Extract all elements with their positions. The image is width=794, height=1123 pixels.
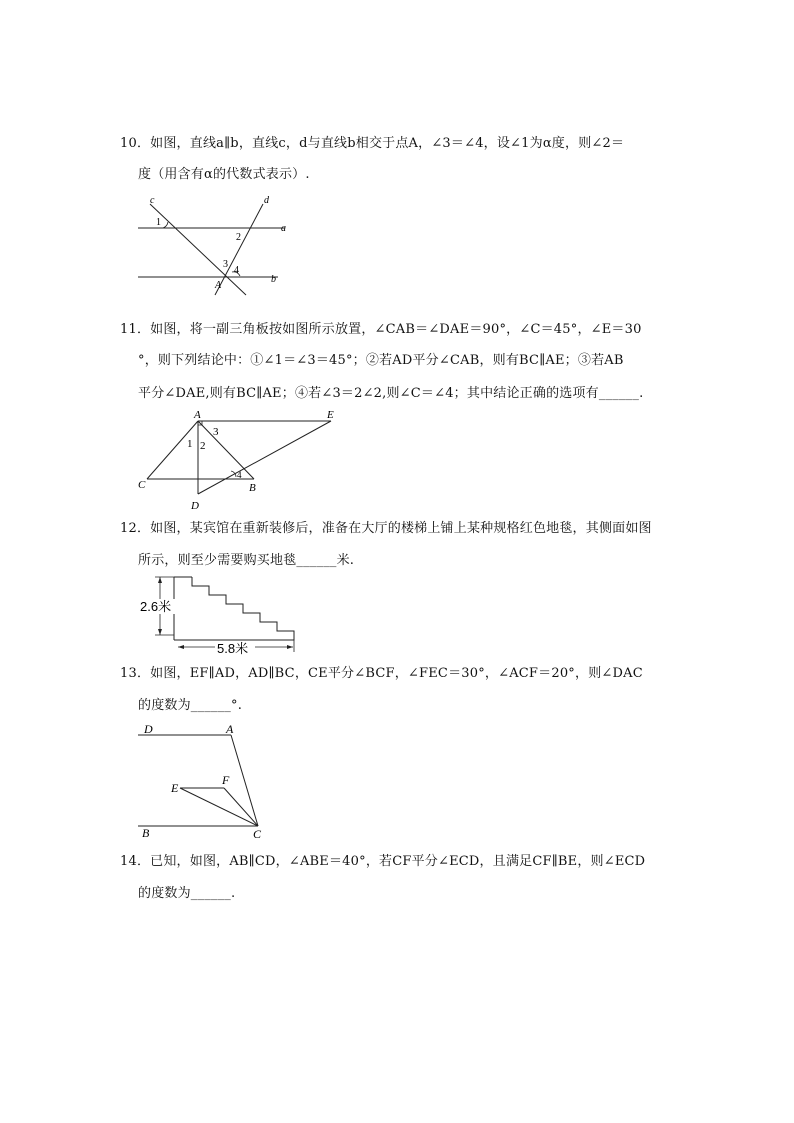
label-1: 1 xyxy=(156,217,161,228)
line-d xyxy=(215,204,263,295)
q12-line-2: 所示，则至少需要购买地毯______米. xyxy=(138,553,355,568)
q12-figure xyxy=(135,572,300,658)
q13-figure xyxy=(138,720,268,842)
label-E: E xyxy=(327,409,334,421)
q14-line-1: 14．已知，如图，AB∥CD，∠ABE＝40°，若CF平分∠ECD，且满足CF∥BE，则∠ECD xyxy=(120,854,646,869)
q11-line-3: 平分∠DAE,则有BC∥AE；④若∠3＝2∠2,则∠C＝∠4；其中结论正确的选项有______. xyxy=(138,386,644,401)
line-c xyxy=(150,204,246,295)
width-label: 5.8米 xyxy=(217,641,249,656)
q11-line-2: °，则下列结论中：①∠1＝∠3＝45°；②若AD平分∠CAB，则有BC∥AE；③若AB xyxy=(138,353,624,368)
label-C: C xyxy=(138,479,146,491)
q11-figure xyxy=(133,406,348,512)
label-a: a xyxy=(281,223,286,234)
label-A: A xyxy=(194,409,201,421)
q14-line-2: 的度数为______. xyxy=(138,886,236,901)
label-D: D xyxy=(191,500,199,512)
label-A: A xyxy=(215,280,222,291)
label-4: 4 xyxy=(237,470,242,480)
q12-line-1: 12．如图，某宾馆在重新装修后，准备在大厅的楼梯上铺上某种规格红色地毯，其侧面如图 xyxy=(120,521,652,536)
height-label: 2.6米 xyxy=(140,599,172,614)
label-F: F xyxy=(222,773,230,787)
label-B: B xyxy=(142,826,150,840)
q13-line-2: 的度数为______°. xyxy=(138,698,243,713)
stair-outline xyxy=(174,577,294,640)
q10-figure xyxy=(130,192,300,302)
label-3: 3 xyxy=(213,426,219,438)
q10-line-2: 度（用含有α的代数式表示）. xyxy=(138,167,310,182)
label-E: E xyxy=(171,781,179,795)
label-A: A xyxy=(226,722,234,736)
label-1: 1 xyxy=(187,438,193,450)
label-2: 2 xyxy=(200,440,206,452)
label-4: 4 xyxy=(234,265,239,276)
label-2: 2 xyxy=(236,232,241,243)
label-c: c xyxy=(150,195,155,206)
label-d: d xyxy=(264,195,269,206)
label-D: D xyxy=(144,722,153,736)
label-3: 3 xyxy=(223,259,228,270)
q13-line-1: 13．如图，EF∥AD，AD∥BC，CE平分∠BCF，∠FEC＝30°，∠ACF＝20°，则∠DAC xyxy=(120,666,643,681)
q10-line-1: 10．如图，直线a∥b，直线c，d与直线b相交于点A，∠3＝∠4，设∠1为α度，则∠2＝ xyxy=(120,136,625,151)
label-B: B xyxy=(249,482,256,494)
label-b: b xyxy=(271,274,276,285)
q11-line-1: 11．如图，将一副三角板按如图所示放置，∠CAB＝∠DAE＝90°，∠C＝45°，∠E＝30 xyxy=(120,322,642,337)
label-C: C xyxy=(253,827,262,841)
